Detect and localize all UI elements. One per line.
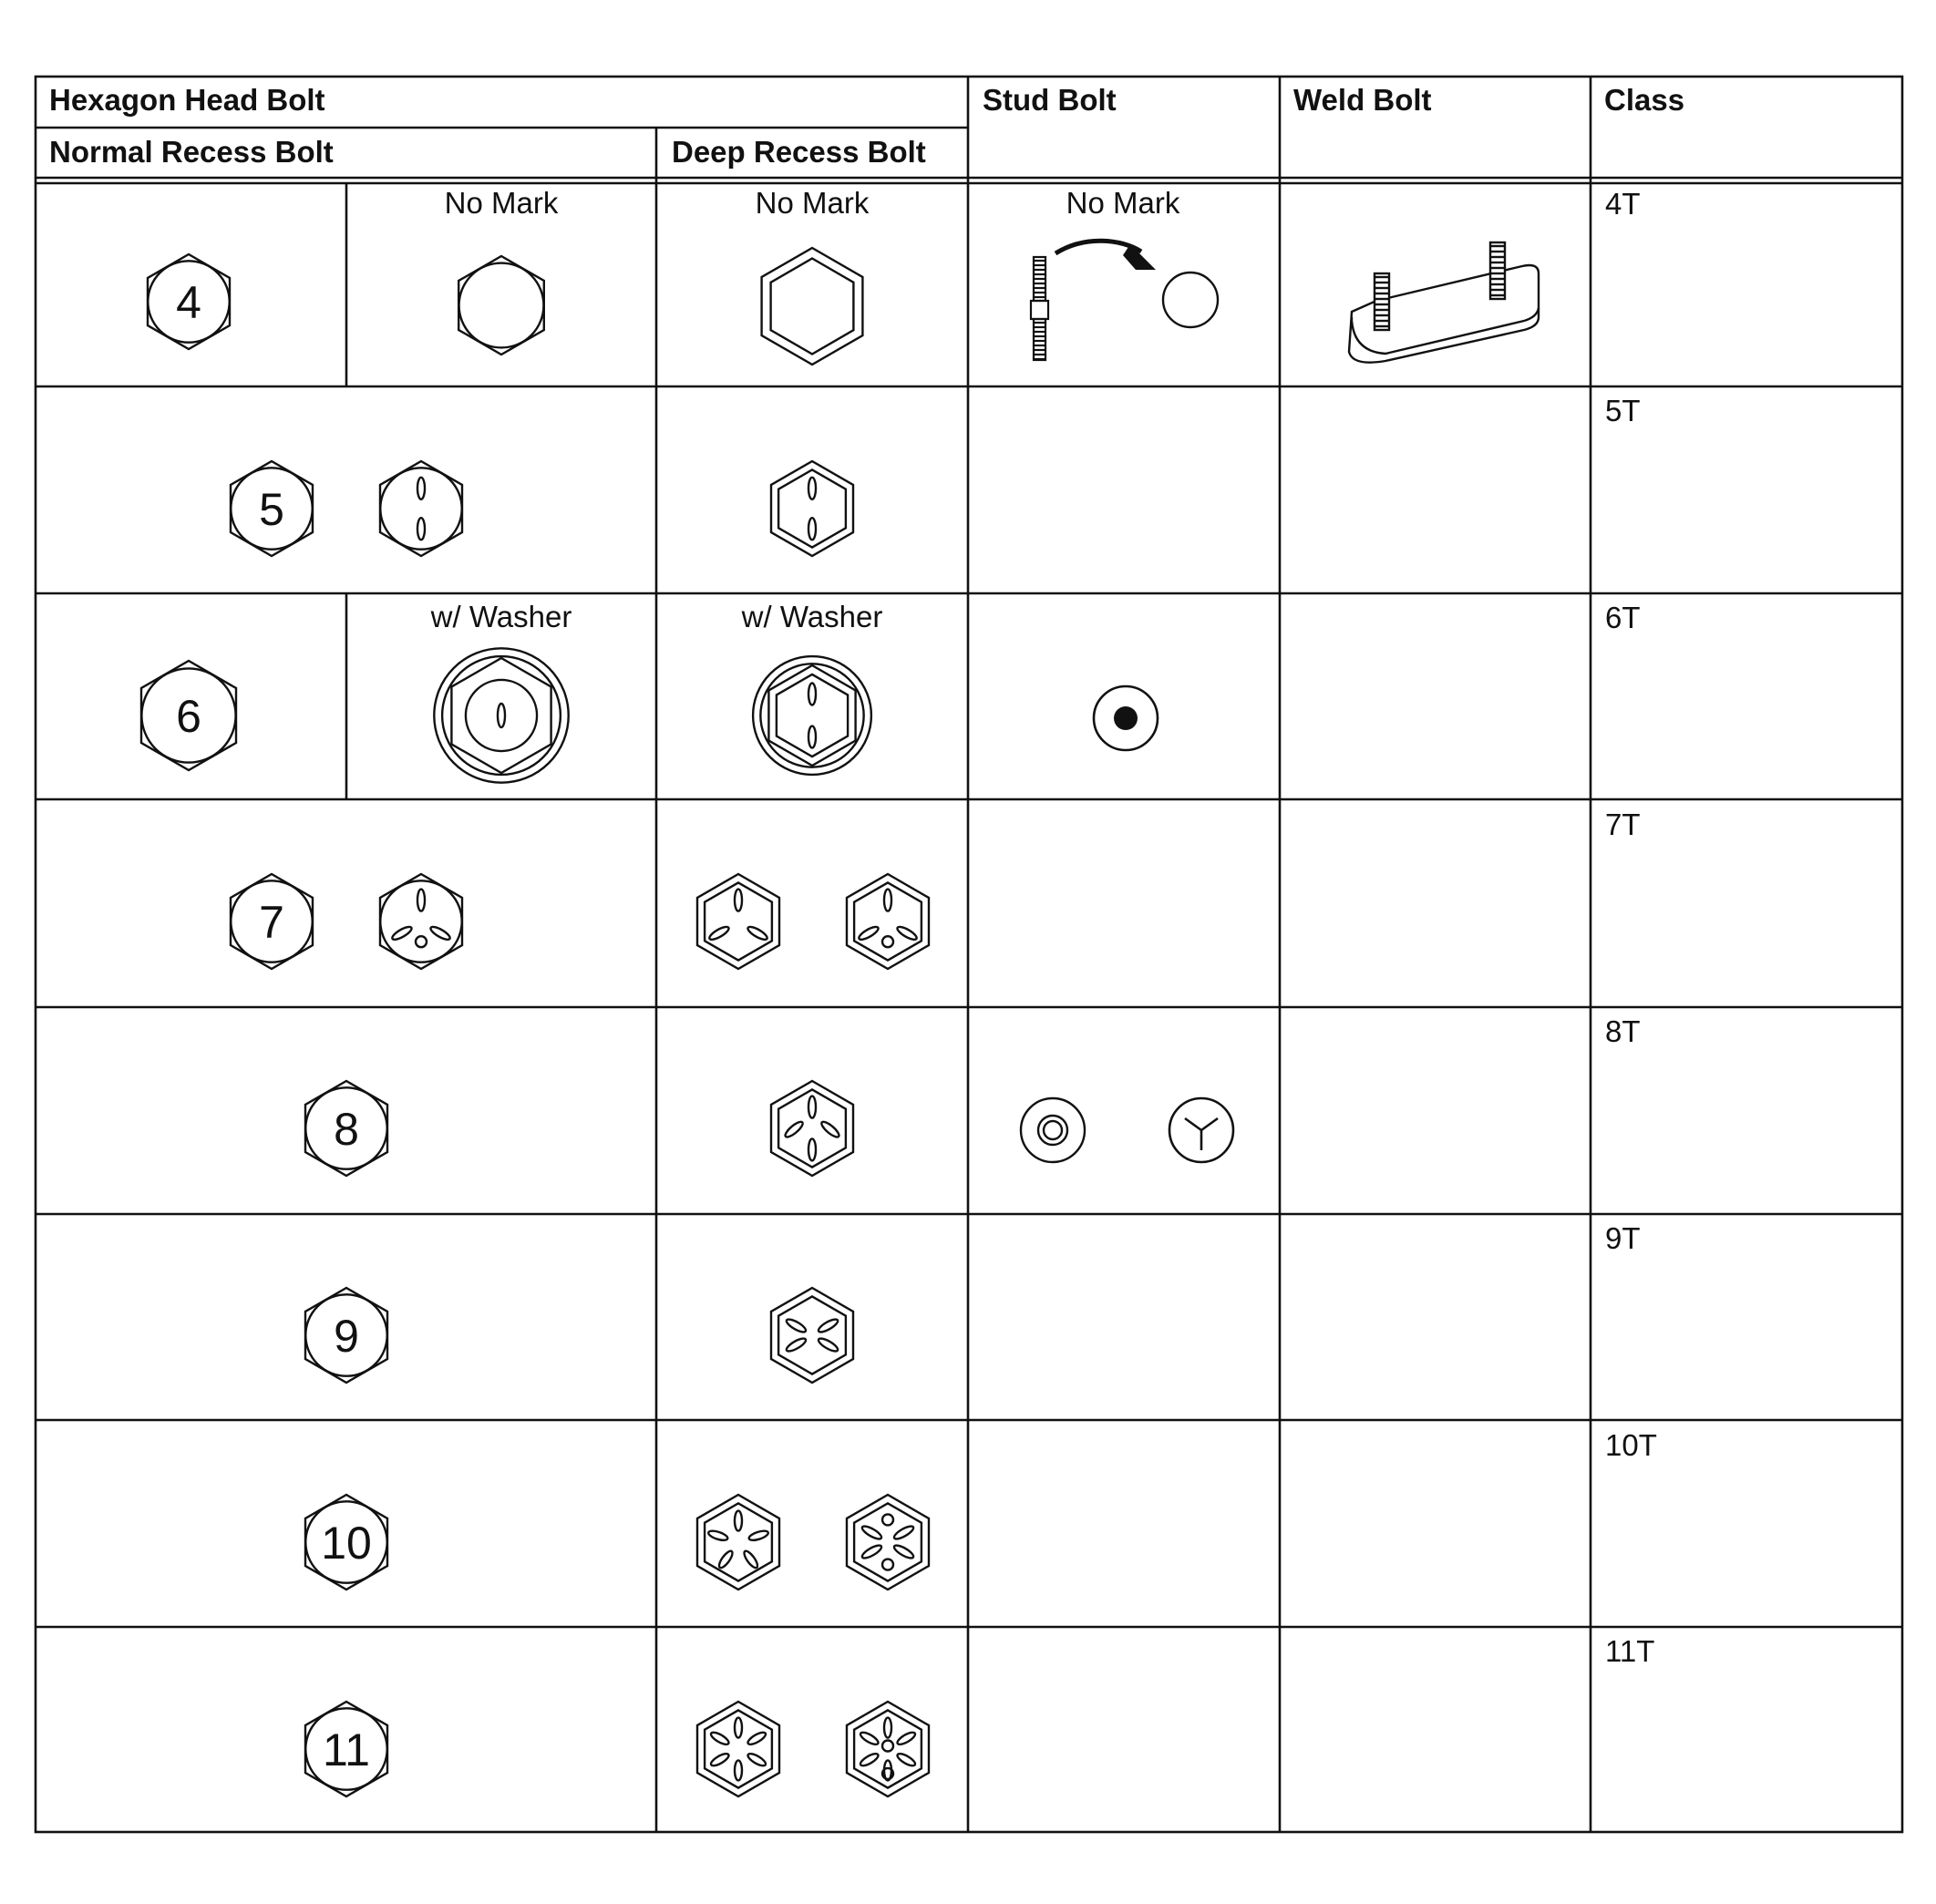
- stud-dot-mark-icon: [1094, 686, 1158, 750]
- washer-deep-two-line-icon: [753, 656, 871, 775]
- deep-three-line-mark-icon: [697, 874, 779, 969]
- class-label-10t: 10T: [1605, 1428, 1657, 1462]
- deep-six-line-dot-mark-icon: [847, 1702, 929, 1796]
- weld-bolt-plate-icon: [1349, 242, 1539, 363]
- header-weld-bolt: Weld Bolt: [1293, 83, 1432, 117]
- stud-bolt-illustration-icon: [1031, 257, 1048, 360]
- deep-recess-no-mark-icon: [762, 248, 863, 365]
- svg-text:4: 4: [176, 277, 201, 328]
- label-no-mark-normal: No Mark: [444, 186, 559, 220]
- svg-text:5: 5: [259, 484, 284, 535]
- two-line-mark-head-icon: [380, 461, 462, 556]
- no-mark-bolt-head-icon: [458, 256, 544, 355]
- stud-double-circle-mark-icon: [1021, 1098, 1085, 1162]
- svg-text:7: 7: [259, 897, 284, 948]
- deep-three-line-dot-icon: [847, 874, 929, 969]
- class-label-11t: 11T: [1605, 1634, 1655, 1668]
- header-deep-recess-bolt: Deep Recess Bolt: [672, 135, 926, 169]
- svg-text:6: 6: [176, 691, 201, 742]
- header-normal-recess-bolt: Normal Recess Bolt: [49, 135, 334, 169]
- stud-y-mark-icon: [1169, 1098, 1233, 1162]
- class-label-8t: 8T: [1605, 1014, 1641, 1048]
- number-5-bolt-icon: [231, 461, 313, 556]
- label-no-mark-stud: No Mark: [1066, 186, 1180, 220]
- number-8-bolt-icon: [305, 1081, 387, 1176]
- svg-text:8: 8: [334, 1104, 359, 1155]
- label-washer-normal: w/ Washer: [430, 600, 572, 633]
- class-label-7t: 7T: [1605, 808, 1641, 841]
- header-class: Class: [1604, 83, 1685, 117]
- washer-one-line-mark-icon: [434, 648, 568, 782]
- number-9-bolt-icon: [305, 1288, 387, 1383]
- number-4-bolt-icon: [148, 254, 230, 349]
- class-label-6t: 6T: [1605, 601, 1641, 634]
- class-label-9t: 9T: [1605, 1221, 1641, 1255]
- header-stud-bolt: Stud Bolt: [983, 83, 1117, 117]
- three-line-dot-mark-icon: [380, 874, 462, 969]
- deep-four-side-mark-icon: [771, 1288, 853, 1383]
- class-label-5t: 5T: [1605, 394, 1641, 427]
- deep-six-line-mark-icon: [697, 1702, 779, 1796]
- deep-four-line-mark-icon: [771, 1081, 853, 1176]
- stud-end-circle-icon: [1163, 273, 1218, 327]
- header-hexagon-head-bolt: Hexagon Head Bolt: [49, 83, 325, 117]
- number-7-bolt-icon: [231, 874, 313, 969]
- deep-five-line-mark-icon: [697, 1495, 779, 1590]
- number-11-bolt-icon: [305, 1702, 387, 1796]
- svg-text:10: 10: [321, 1518, 372, 1569]
- svg-text:11: 11: [323, 1724, 370, 1775]
- label-no-mark-deep: No Mark: [755, 186, 870, 220]
- number-10-bolt-icon: [305, 1495, 387, 1590]
- svg-text:9: 9: [334, 1311, 359, 1362]
- deep-two-line-mark-icon: [771, 461, 853, 556]
- label-washer-deep: w/ Washer: [741, 600, 883, 633]
- class-label-4t: 4T: [1605, 187, 1641, 221]
- deep-four-line-dot-mark-icon: [847, 1495, 929, 1590]
- number-6-bolt-icon: [141, 661, 236, 770]
